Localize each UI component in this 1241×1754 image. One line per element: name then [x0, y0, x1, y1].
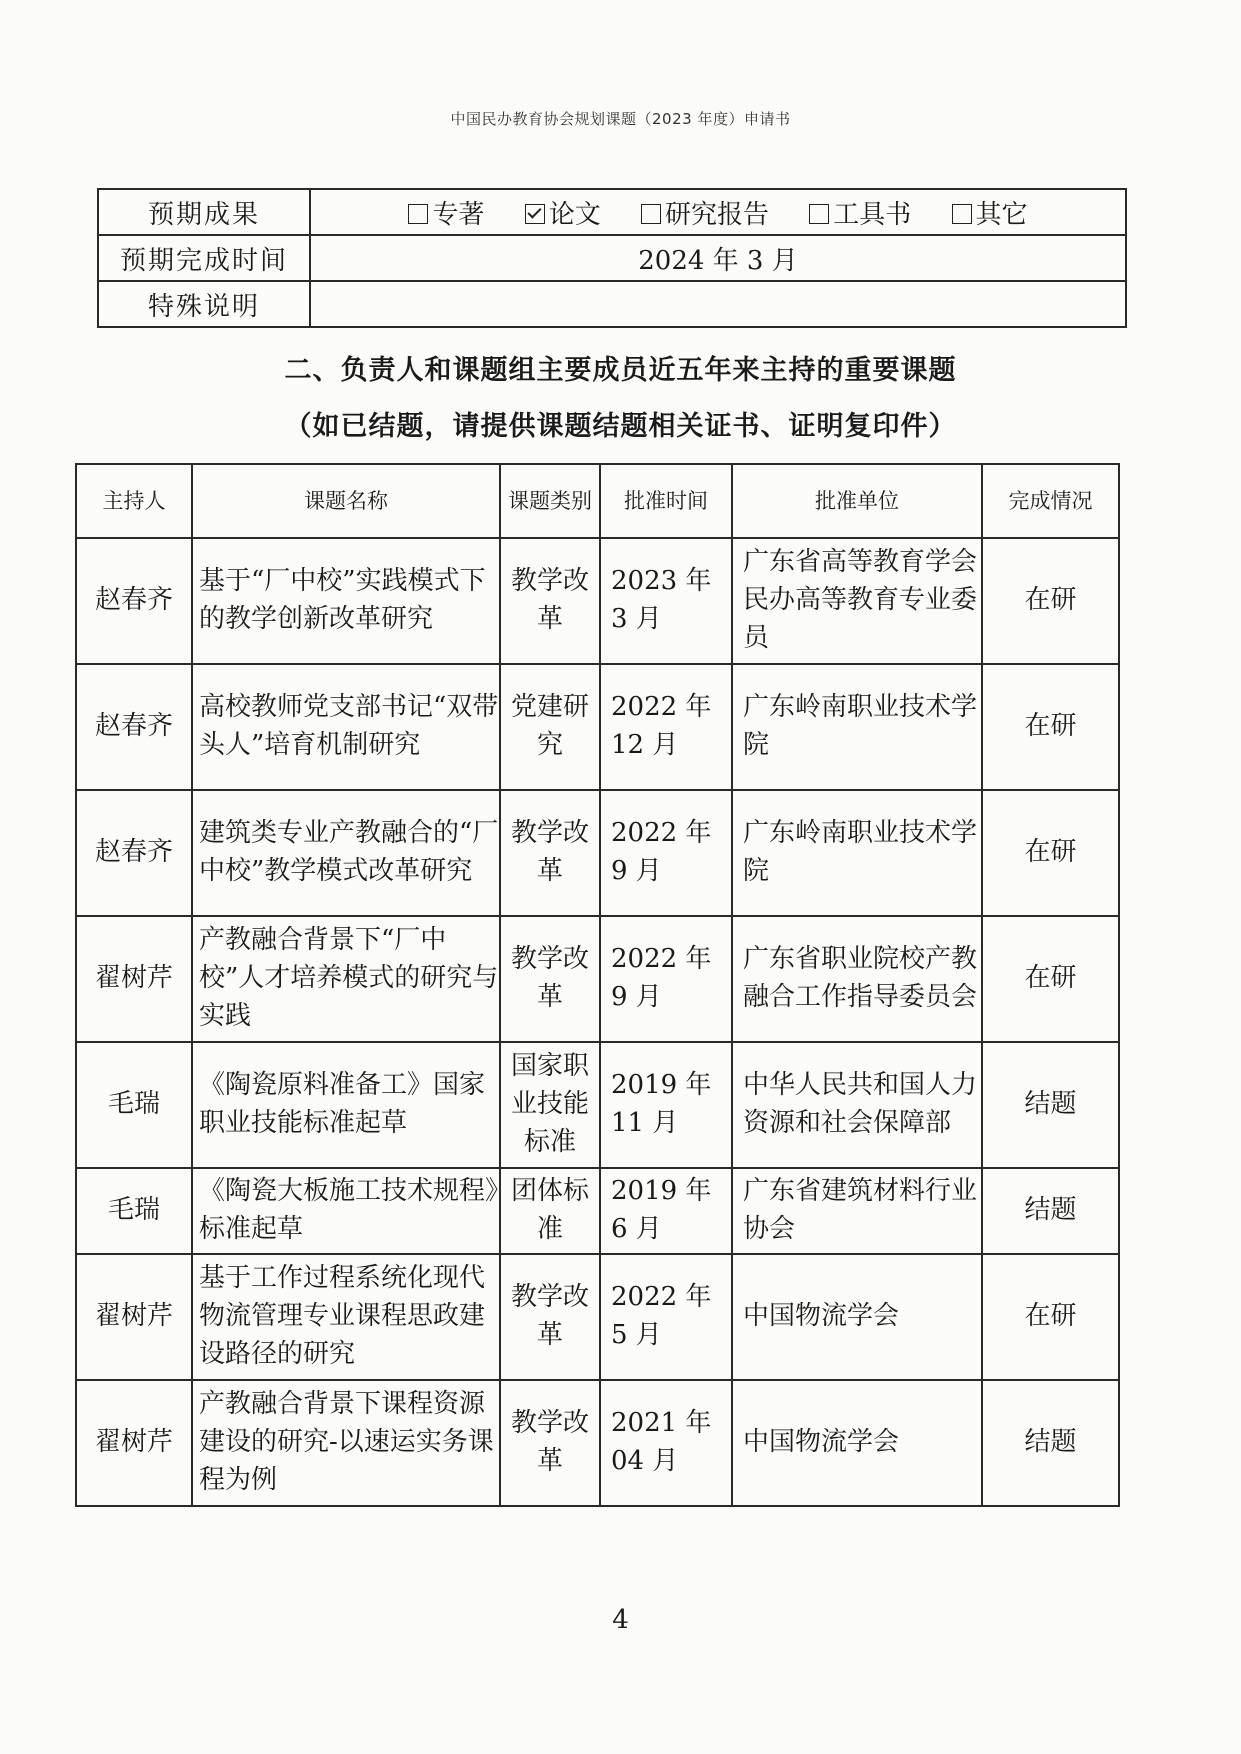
- header-name: 课题名称: [192, 464, 500, 538]
- cell-time: 2022 年 12 月: [600, 664, 732, 790]
- option-label: 专著: [432, 199, 485, 230]
- option-monograph[interactable]: [408, 200, 484, 230]
- cell-name: 《陶瓷大板施工技术规程》标准起草: [192, 1168, 500, 1254]
- table-row: [76, 1254, 1119, 1380]
- expected-results-row: [98, 189, 1126, 235]
- option-label: 其它: [975, 199, 1028, 230]
- checkbox-paper[interactable]: [525, 204, 545, 224]
- header-status: 完成情况: [982, 464, 1119, 538]
- special-notes-label: 特殊说明: [98, 281, 310, 327]
- special-notes-row: [98, 281, 1126, 327]
- cell-time: 2022 年 5 月: [600, 1254, 732, 1380]
- checkbox-reference-book[interactable]: [809, 204, 829, 224]
- option-research-report[interactable]: [641, 200, 769, 230]
- running-header: 中国民办教育协会规划课题（2023 年度）申请书: [450, 110, 791, 128]
- cell-time: 2019 年 11 月: [600, 1042, 732, 1168]
- option-label: 论文: [548, 199, 601, 230]
- page-number: 4: [612, 1605, 629, 1635]
- cell-unit: 中国物流学会: [732, 1254, 982, 1380]
- cell-host: 赵春齐: [76, 790, 192, 916]
- cell-type: 教学改革: [500, 1254, 600, 1380]
- cell-time: 2022 年 9 月: [600, 916, 732, 1042]
- cell-name: 高校教师党支部书记“双带头人”培育机制研究: [192, 664, 500, 790]
- completion-time-label: 预期完成时间: [98, 235, 310, 281]
- expected-results-options: [310, 189, 1126, 235]
- checkbox-research-report[interactable]: [641, 204, 661, 224]
- completion-time-row: [98, 235, 1126, 281]
- cell-time: 2019 年 6 月: [600, 1168, 732, 1254]
- table-row: [76, 538, 1119, 664]
- checkbox-monograph[interactable]: [408, 204, 428, 224]
- cell-name: 《陶瓷原料准备工》国家职业技能标准起草: [192, 1042, 500, 1168]
- cell-name: 产教融合背景下课程资源建设的研究-以速运实务课程为例: [192, 1380, 500, 1506]
- cell-host: 毛瑞: [76, 1168, 192, 1254]
- cell-type: 国家职业技能标准: [500, 1042, 600, 1168]
- cell-status: 在研: [982, 790, 1119, 916]
- section-subtitle: （如已结题，请提供课题结题相关证书、证明复印件）: [284, 411, 957, 442]
- checkbox-other[interactable]: [952, 204, 972, 224]
- expected-results-table: [97, 188, 1127, 328]
- cell-status: 在研: [982, 1254, 1119, 1380]
- cell-status: 在研: [982, 916, 1119, 1042]
- cell-name: 建筑类专业产教融合的“厂中校”教学模式改革研究: [192, 790, 500, 916]
- cell-host: 毛瑞: [76, 1042, 192, 1168]
- cell-unit: 广东省职业院校产教融合工作指导委员会: [732, 916, 982, 1042]
- cell-unit: 中华人民共和国人力资源和社会保障部: [732, 1042, 982, 1168]
- option-paper[interactable]: [525, 200, 601, 230]
- cell-unit: 广东岭南职业技术学院: [732, 790, 982, 916]
- expected-results-label: 预期成果: [98, 189, 310, 235]
- cell-type: 教学改革: [500, 1380, 600, 1506]
- table-row: [76, 790, 1119, 916]
- table-row: [76, 1168, 1119, 1254]
- cell-status: 在研: [982, 538, 1119, 664]
- cell-type: 教学改革: [500, 916, 600, 1042]
- cell-type: 党建研究: [500, 664, 600, 790]
- cell-unit: 广东省建筑材料行业协会: [732, 1168, 982, 1254]
- table-row: [76, 664, 1119, 790]
- cell-name: 基于“厂中校”实践模式下的教学创新改革研究: [192, 538, 500, 664]
- cell-time: 2021 年 04 月: [600, 1380, 732, 1506]
- header-host: 主持人: [76, 464, 192, 538]
- completion-time-value[interactable]: 2024 年 3 月: [310, 235, 1126, 281]
- cell-type: 教学改革: [500, 790, 600, 916]
- header-type: 课题类别: [500, 464, 600, 538]
- cell-host: 赵春齐: [76, 538, 192, 664]
- table-row: [76, 1042, 1119, 1168]
- table-row: [76, 916, 1119, 1042]
- cell-host: 翟树芹: [76, 1254, 192, 1380]
- section-title: 二、负责人和课题组主要成员近五年来主持的重要课题: [284, 355, 957, 386]
- cell-unit: 广东省高等教育学会民办高等教育专业委员: [732, 538, 982, 664]
- projects-table: [75, 463, 1120, 1507]
- cell-time: 2023 年 3 月: [600, 538, 732, 664]
- table-row: [76, 1380, 1119, 1506]
- cell-type: 教学改革: [500, 538, 600, 664]
- cell-host: 翟树芹: [76, 916, 192, 1042]
- header-time: 批准时间: [600, 464, 732, 538]
- cell-time: 2022 年 9 月: [600, 790, 732, 916]
- cell-host: 赵春齐: [76, 664, 192, 790]
- cell-status: 结题: [982, 1168, 1119, 1254]
- cell-unit: 中国物流学会: [732, 1380, 982, 1506]
- option-label: 研究报告: [664, 199, 769, 230]
- option-reference-book[interactable]: [809, 200, 911, 230]
- cell-unit: 广东岭南职业技术学院: [732, 664, 982, 790]
- cell-status: 结题: [982, 1380, 1119, 1506]
- cell-status: 结题: [982, 1042, 1119, 1168]
- cell-status: 在研: [982, 664, 1119, 790]
- table-header-row: [76, 464, 1119, 538]
- option-label: 工具书: [833, 199, 912, 230]
- cell-name: 基于工作过程系统化现代物流管理专业课程思政建设路径的研究: [192, 1254, 500, 1380]
- cell-host: 翟树芹: [76, 1380, 192, 1506]
- option-other[interactable]: [952, 200, 1028, 230]
- cell-type: 团体标准: [500, 1168, 600, 1254]
- special-notes-value[interactable]: [310, 281, 1126, 327]
- header-unit: 批准单位: [732, 464, 982, 538]
- cell-name: 产教融合背景下“厂中校”人才培养模式的研究与实践: [192, 916, 500, 1042]
